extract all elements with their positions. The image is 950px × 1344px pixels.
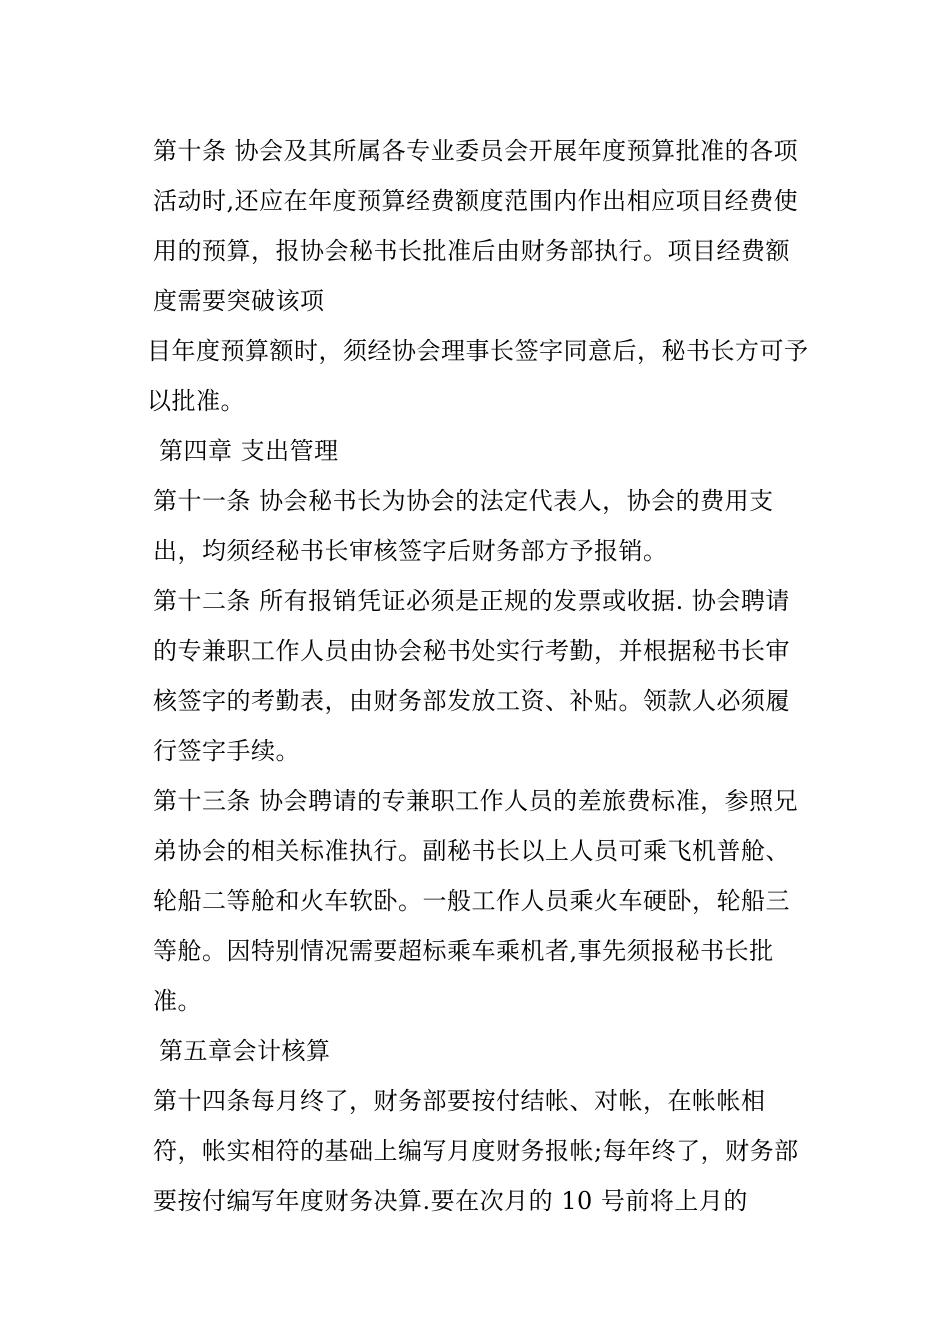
article-11-paragraph: 第十一条 协会秘书长为协会的法定代表人，协会的费用支出，均须经秘书长审核签字后财务部方予报销。 [153,487,774,565]
article-10-continuation: 目年度预算额时，须经协会理事长签字同意后，秘书长方可予以批准。 [147,337,809,415]
article-14-paragraph: 第十四条每月终了，财务部要按付结帐、对帐，在帐帐相符，帐实相符的基础上编写月度财务报帐;每年终了，财务部要按付编写年度财务决算.要在次月的 10 号前将上月的 [153,1087,799,1215]
article-12-paragraph: 第十二条 所有报销凭证必须是正规的发票或收据. 协会聘请的专兼职工作人员由协会秘书处实行考勤，并根据秘书长审核签字的考勤表，由财务部发放工资、补贴。领款人必须履行签字手续。 [153,587,790,765]
chapter-4-heading: 第四章 支出管理 [159,437,339,465]
article-10-paragraph: 第十条 协会及其所属各专业委员会开展年度预算批准的各项活动时,还应在年度预算经费额度范围内作出相应项目经费使用的预算，报协会秘书长批准后由财务部执行。项目经费额度需要突破该项 [153,137,799,315]
article-13-paragraph: 第十三条 协会聘请的专兼职工作人员的差旅费标准，参照兄弟协会的相关标准执行。副秘书长以上人员可乘飞机普舱、轮船二等舱和火车软卧。一般工作人员乘火车硬卧，轮船三等舱。因特别情况需要超标乘车乘机者,事先须报秘书长批准。 [153,787,799,1015]
document-body [147,126,810,1226]
chapter-5-heading: 第五章会计核算 [159,1037,331,1065]
